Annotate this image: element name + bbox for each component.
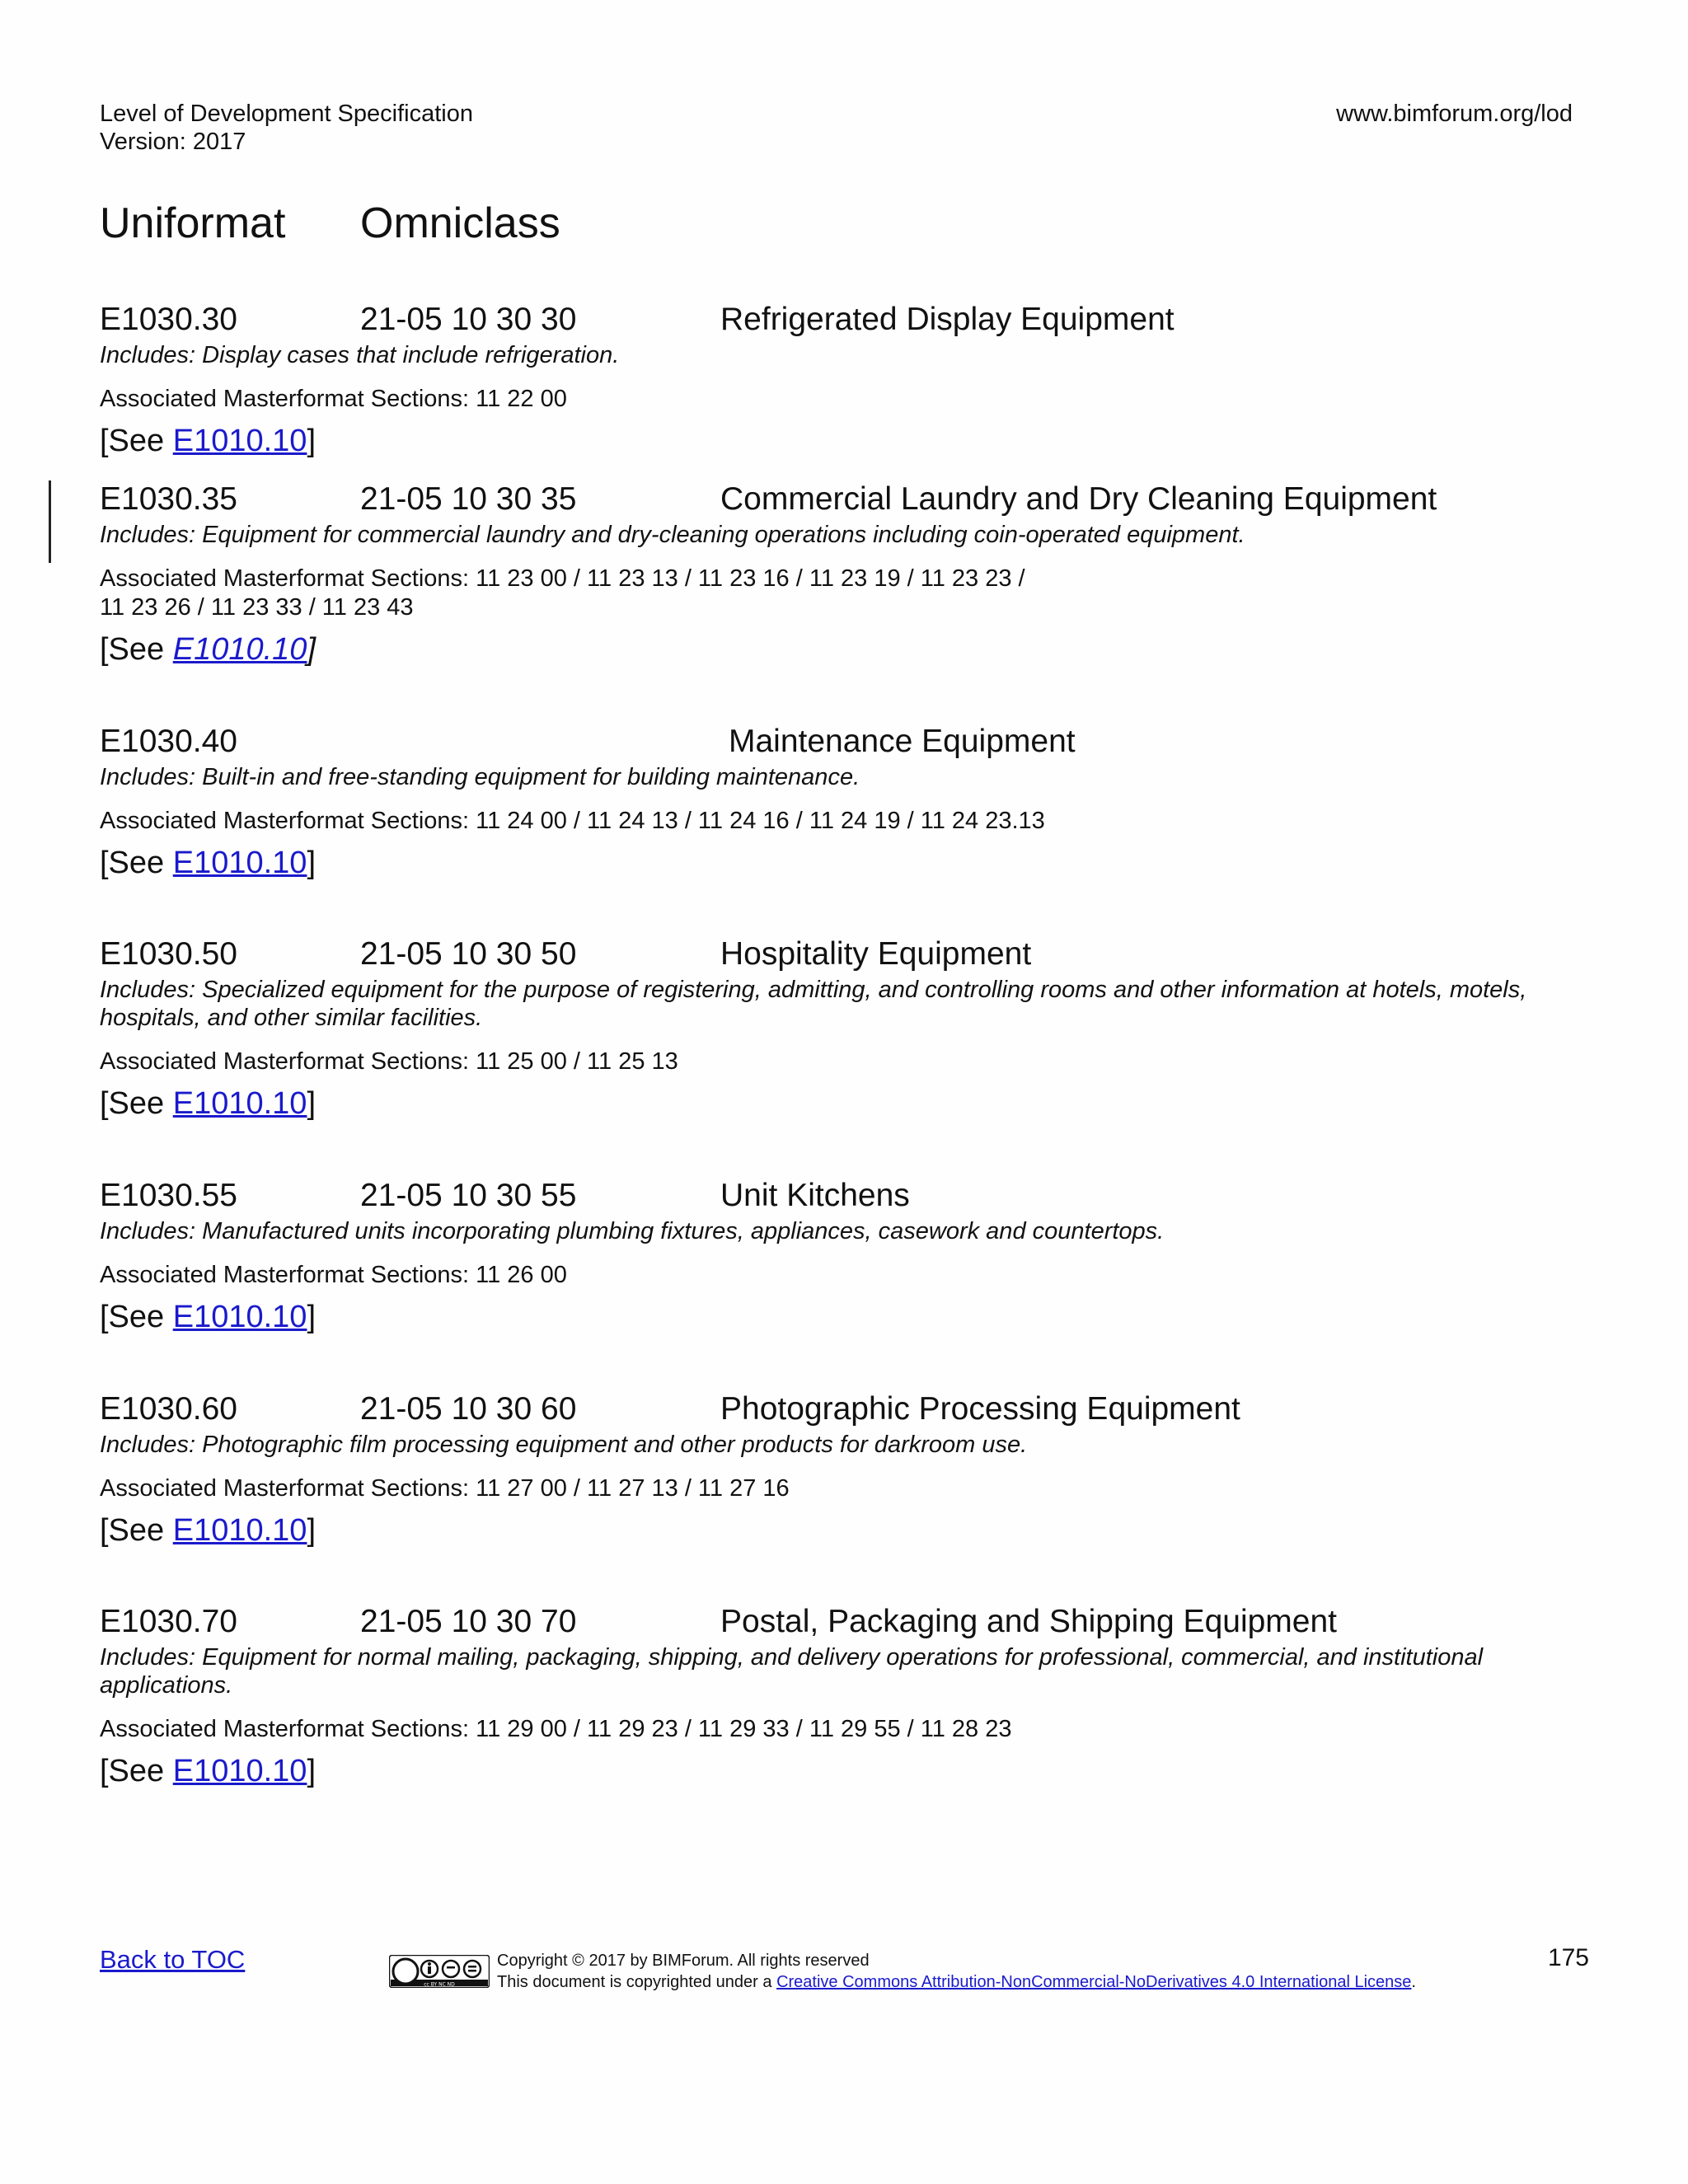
column-headers	[100, 199, 560, 248]
change-bar	[49, 480, 51, 563]
entry-title: Commercial Laundry and Dry Cleaning Equipment	[720, 481, 1437, 517]
column-uniformat: Uniformat	[100, 199, 286, 247]
masterformat-sections	[100, 1715, 1600, 1744]
document-title: Level of Development Specification	[100, 101, 473, 127]
entry-e1030-35	[100, 478, 1600, 668]
copyright-notice	[497, 1950, 1416, 1993]
see-reference	[100, 1511, 1600, 1549]
license-prefix: This document is copyrighted under a	[497, 1973, 777, 1991]
entry-e1030-30	[100, 298, 1600, 460]
uniformat-code: E1030.60	[100, 1391, 237, 1427]
masterformat-line: Associated Masterformat Sections: 11 26 00	[100, 1262, 567, 1288]
masterformat-line: Associated Masterformat Sections: 11 22 00	[100, 386, 567, 412]
masterformat-sections	[100, 807, 1600, 836]
creative-commons-badge-icon	[389, 1955, 490, 1988]
entry-includes: Includes: Photographic film processing equipment and other products for darkroom use.	[100, 1432, 1028, 1458]
masterformat-line: Associated Masterformat Sections: 11 25 00 / 11 25 13	[100, 1048, 678, 1075]
omniclass-code: 21-05 10 30 55	[360, 1178, 577, 1213]
entry-heading	[100, 1601, 1600, 1643]
uniformat-code: E1030.35	[100, 481, 237, 517]
entry-heading	[100, 933, 1600, 976]
entry-heading	[100, 298, 1600, 341]
entry-e1030-55	[100, 1174, 1600, 1336]
uniformat-code: E1030.70	[100, 1604, 237, 1639]
masterformat-sections	[100, 1474, 1600, 1503]
entry-e1030-40	[100, 720, 1600, 882]
omniclass-code: 21-05 10 30 70	[360, 1604, 577, 1639]
masterformat-sections	[100, 565, 1600, 622]
uniformat-code: E1030.30	[100, 302, 237, 337]
see-suffix: ]	[307, 424, 316, 458]
page-number: 175	[1547, 1944, 1589, 1971]
omniclass-code: 21-05 10 30 35	[360, 481, 577, 517]
masterformat-sections	[100, 1261, 1600, 1290]
masterformat-sections	[100, 1047, 1600, 1076]
see-prefix: [See	[100, 424, 173, 458]
see-suffix: ]	[307, 632, 316, 667]
masterformat-line: Associated Masterformat Sections: 11 29 00 / 11 29 23 / 11 29 33 / 11 29 55 / 11 28 23	[100, 1716, 1012, 1742]
see-prefix: [See	[100, 1513, 173, 1548]
entry-title: Unit Kitchens	[720, 1178, 910, 1213]
masterformat-line: 11 23 26 / 11 23 33 / 11 23 43	[100, 594, 414, 621]
see-link[interactable]: E1010.10	[172, 1754, 307, 1788]
see-reference	[100, 1085, 1600, 1122]
omniclass-code: 21-05 10 30 50	[360, 936, 577, 972]
entry-e1030-50	[100, 933, 1600, 1122]
uniformat-code: E1030.40	[100, 724, 237, 759]
see-suffix: ]	[307, 1513, 316, 1548]
omniclass-code: 21-05 10 30 60	[360, 1391, 577, 1427]
entry-includes: Includes: Display cases that include refrigeration.	[100, 342, 620, 368]
see-suffix: ]	[307, 1300, 316, 1334]
header-url: www.bimforum.org/lod	[1336, 101, 1573, 127]
see-link[interactable]: E1010.10	[172, 1086, 307, 1121]
entry-includes: Includes: Built-in and free-standing equipment for building maintenance.	[100, 764, 860, 790]
entry-title: Postal, Packaging and Shipping Equipment	[720, 1604, 1338, 1639]
cc-badge-text: cc BY NC ND	[424, 1981, 455, 1988]
masterformat-sections	[100, 385, 1600, 414]
masterformat-line: Associated Masterformat Sections: 11 24 00 / 11 24 13 / 11 24 16 / 11 24 19 / 11 24 23.13	[100, 808, 1045, 834]
entry-includes: Includes: Manufactured units incorporating plumbing fixtures, appliances, casework and countertops.	[100, 1218, 1165, 1244]
see-link[interactable]: E1010.10	[172, 846, 307, 880]
license-suffix: .	[1411, 1973, 1416, 1991]
see-reference	[100, 1298, 1600, 1336]
entry-includes: Includes: Equipment for commercial laundry and dry-cleaning operations including coin-operated equipment.	[100, 522, 1245, 548]
entry-title: Maintenance Equipment	[729, 724, 1076, 759]
page-header-left	[100, 100, 473, 156]
uniformat-code: E1030.50	[100, 936, 237, 972]
document-version: Version: 2017	[100, 129, 246, 155]
see-prefix: [See	[100, 846, 173, 880]
see-link[interactable]: E1010.10	[172, 1513, 307, 1548]
entry-title: Hospitality Equipment	[720, 936, 1032, 972]
entry-e1030-70	[100, 1601, 1600, 1790]
see-link[interactable]: E1010.10	[172, 632, 307, 667]
see-reference	[100, 844, 1600, 882]
entry-heading	[100, 1388, 1600, 1431]
see-reference	[100, 630, 1600, 668]
copyright-line: Copyright © 2017 by BIMForum. All rights reserved	[497, 1952, 870, 1970]
entry-heading	[100, 478, 1600, 521]
license-line	[497, 1971, 1416, 1993]
uniformat-code: E1030.55	[100, 1178, 237, 1213]
see-suffix: ]	[307, 1086, 316, 1121]
see-reference	[100, 422, 1600, 460]
entry-e1030-60	[100, 1388, 1600, 1549]
license-link[interactable]: Creative Commons Attribution-NonCommercial-NoDerivatives 4.0 International License	[776, 1973, 1412, 1991]
entry-includes: Includes: Specialized equipment for the purpose of registering, admitting, and controlling rooms and other information at hotels, motels, hospitals, and other similar facilities.	[100, 977, 1527, 1031]
omniclass-code: 21-05 10 30 30	[360, 302, 577, 337]
entry-title: Refrigerated Display Equipment	[720, 302, 1175, 337]
entry-heading	[100, 720, 1600, 763]
see-prefix: [See	[100, 1754, 173, 1788]
see-prefix: [See	[100, 1086, 173, 1121]
masterformat-line: Associated Masterformat Sections: 11 27 00 / 11 27 13 / 11 27 16	[100, 1475, 790, 1502]
back-to-toc-link[interactable]: Back to TOC	[100, 1945, 246, 1974]
see-suffix: ]	[307, 1754, 316, 1788]
see-reference	[100, 1752, 1600, 1790]
see-prefix: [See	[100, 1300, 173, 1334]
see-link[interactable]: E1010.10	[172, 1300, 307, 1334]
see-link[interactable]: E1010.10	[172, 424, 307, 458]
masterformat-line: Associated Masterformat Sections: 11 23 00 / 11 23 13 / 11 23 16 / 11 23 19 / 11 23 23 /	[100, 565, 1025, 592]
entry-heading	[100, 1174, 1600, 1217]
column-omniclass: Omniclass	[360, 199, 560, 247]
see-prefix: [See	[100, 632, 173, 667]
entry-includes: Includes: Equipment for normal mailing, packaging, shipping, and delivery operations for professional, commercial, and institutional applications.	[100, 1644, 1484, 1699]
see-suffix: ]	[307, 846, 316, 880]
entry-title: Photographic Processing Equipment	[720, 1391, 1240, 1427]
